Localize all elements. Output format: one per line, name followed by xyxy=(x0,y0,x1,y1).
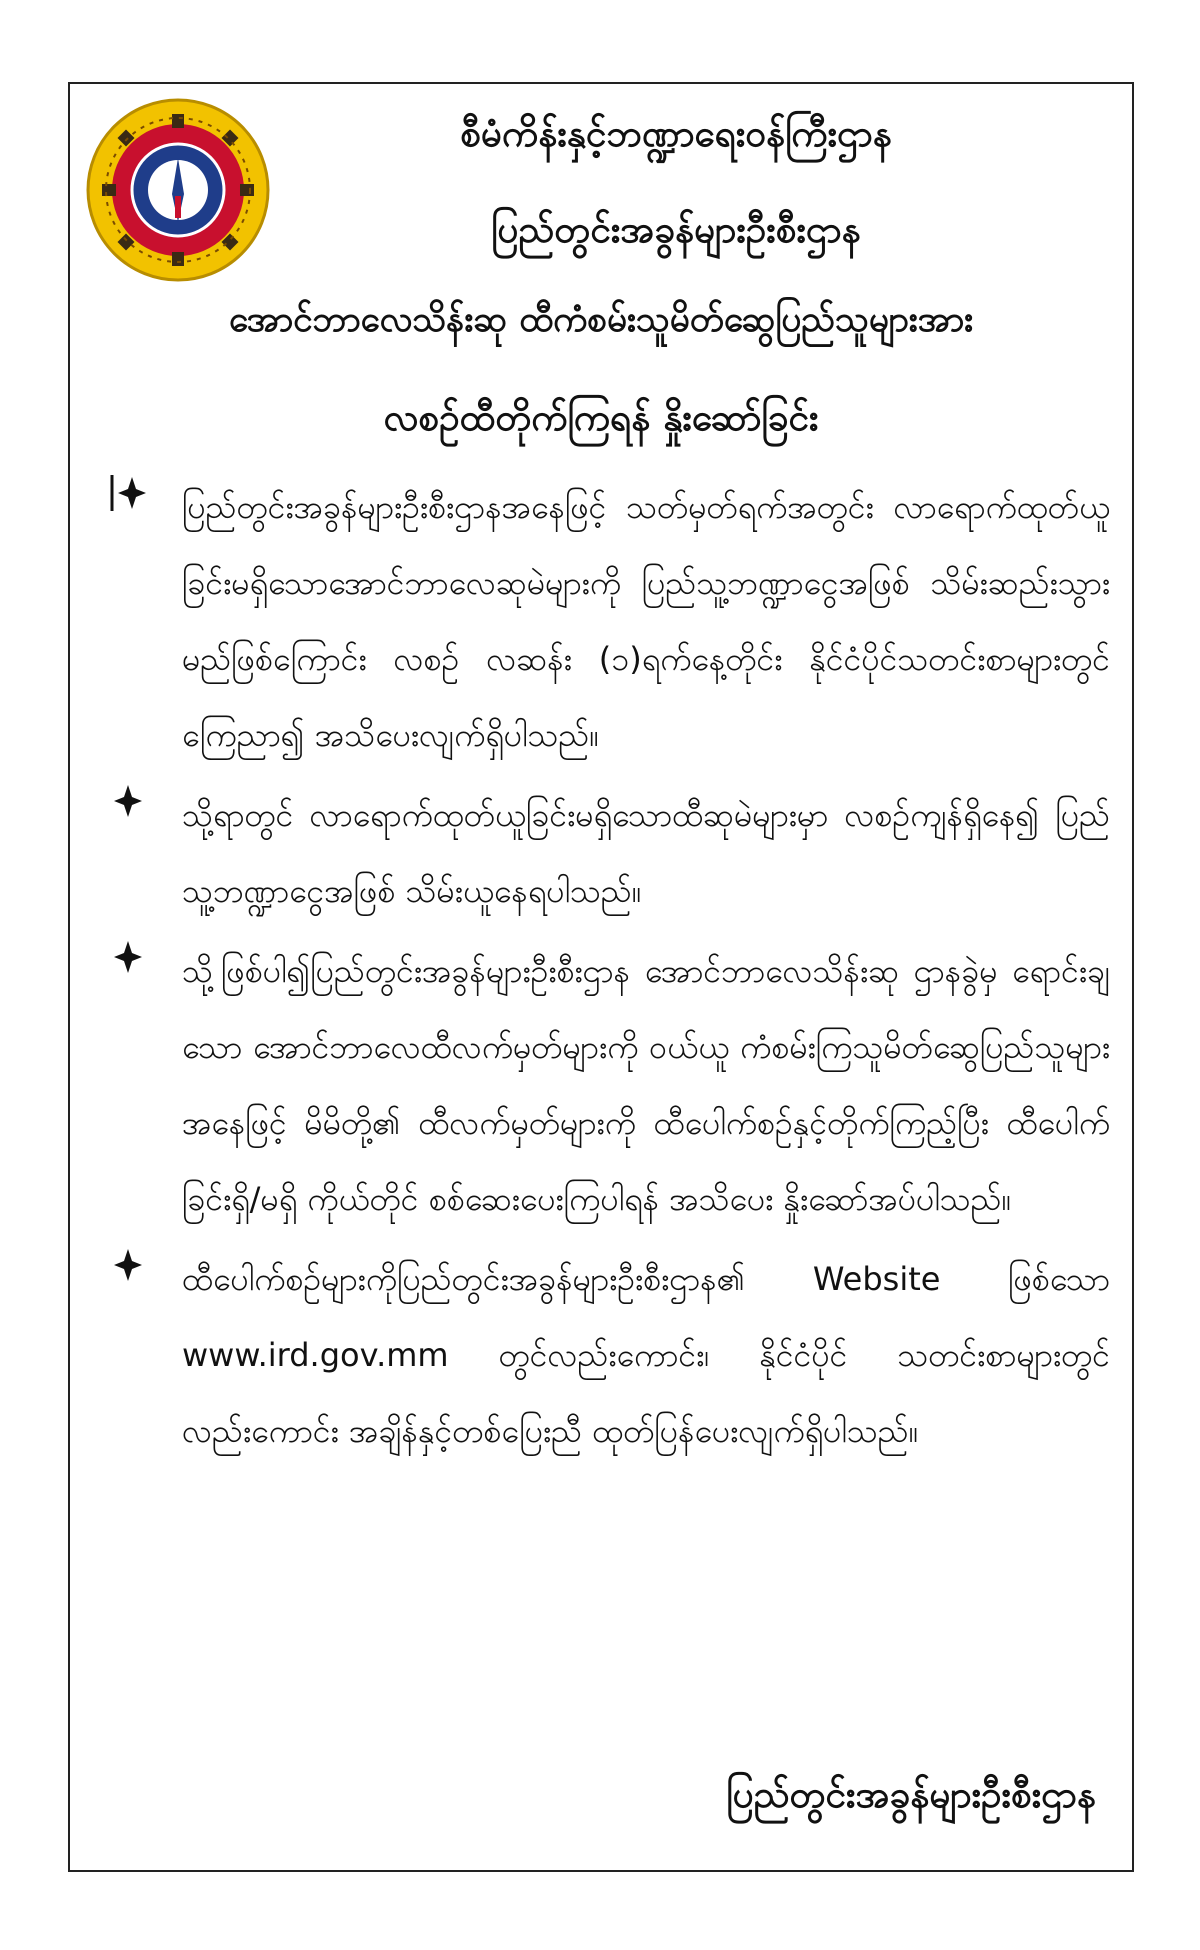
four-point-star-icon xyxy=(108,1245,148,1285)
notice-title-line1: အောင်ဘာလေသိန်းဆု ထီကံစမ်းသူမိတ်ဆွေပြည်သူများအား xyxy=(228,300,974,340)
ministry-heading: စီမံကိန်းနှင့်ဘဏ္ဍာရေးဝန်ကြီးဌာန xyxy=(460,112,892,155)
item-text: သို့ရာတွင် လာရောက်ထုတ်ယူခြင်းမရှိသောထီဆုမဲများမှာ လစဉ်ကျန်ရှိနေ၍ ပြည်သူ့ဘဏ္ဍာငွေအဖြစ် သိမ်းယူနေရပါသည်။ xyxy=(182,796,1110,910)
notice-items xyxy=(100,469,1110,1473)
notice-title-line2: လစဉ်ထီတိုက်ကြရန် နှိုးဆော်ခြင်း xyxy=(383,396,819,439)
item-text: ပြည်တွင်းအခွန်များဦးစီးဌာနအနေဖြင့် သတ်မှတ်ရက်အတွင်း လာရောက်ထုတ်ယူခြင်းမရှိသောအောင်ဘာလေဆုမဲများကို ပြည်သူ့ဘဏ္ဍာငွေအဖြစ် သိမ်းဆည်းသွားမည်ဖြစ်ကြောင်း လစဉ် လဆန်း (၁)ရက်နေ့တိုင်း နိုင်ငံပိုင်သတင်းစာများတွင် ကြေညာ၍ အသိပေးလျက်ရှိပါသည်။ xyxy=(182,488,1110,754)
list-item xyxy=(100,1241,1110,1469)
list-item xyxy=(100,469,1110,773)
four-point-star-icon xyxy=(108,473,148,513)
list-item xyxy=(100,933,1110,1237)
list-item xyxy=(100,777,1110,929)
notice-frame xyxy=(68,82,1134,1872)
four-point-star-icon xyxy=(108,781,148,821)
signature: ပြည်တွင်းအခွန်များဦးစီးဌာန xyxy=(726,1773,1096,1816)
four-point-star-icon xyxy=(108,937,148,977)
department-heading: ပြည်တွင်းအခွန်များဦးစီးဌာန xyxy=(491,208,861,251)
item-text: သို့ဖြစ်ပါ၍ပြည်တွင်းအခွန်များဦးစီးဌာန အောင်ဘာလေသိန်းဆု ဌာနခွဲမှ ရောင်းချသော အောင်ဘာလေထီလက်မှတ်များကို ဝယ်ယူ ကံစမ်းကြသူမိတ်ဆွေပြည်သူများအနေဖြင့် မိမိတို့၏ ထီလက်မှတ်များကို ထီပေါက်စဉ်နှင့်တိုက်ကြည့်ပြီး ထီပေါက် ခြင်းရှိ/မရှိ ကိုယ်တိုင် စစ်ဆေးပေးကြပါရန် အသိပေး နှိုးဆော်အပ်ပါသည်။ xyxy=(182,952,1110,1218)
item-text: ထီပေါက်စဉ်များကိုပြည်တွင်းအခွန်များဦးစီးဌာန၏ Website ဖြစ်သော www.ird.gov.mm တွင်လည်းကောင်း၊ နိုင်ငံပိုင် သတင်းစာများတွင်လည်းကောင်း အချိန်နှင့်တစ်ပြေးညီ ထုတ်ပြန်ပေးလျက်ရှိပါသည်။ xyxy=(182,1260,1110,1450)
